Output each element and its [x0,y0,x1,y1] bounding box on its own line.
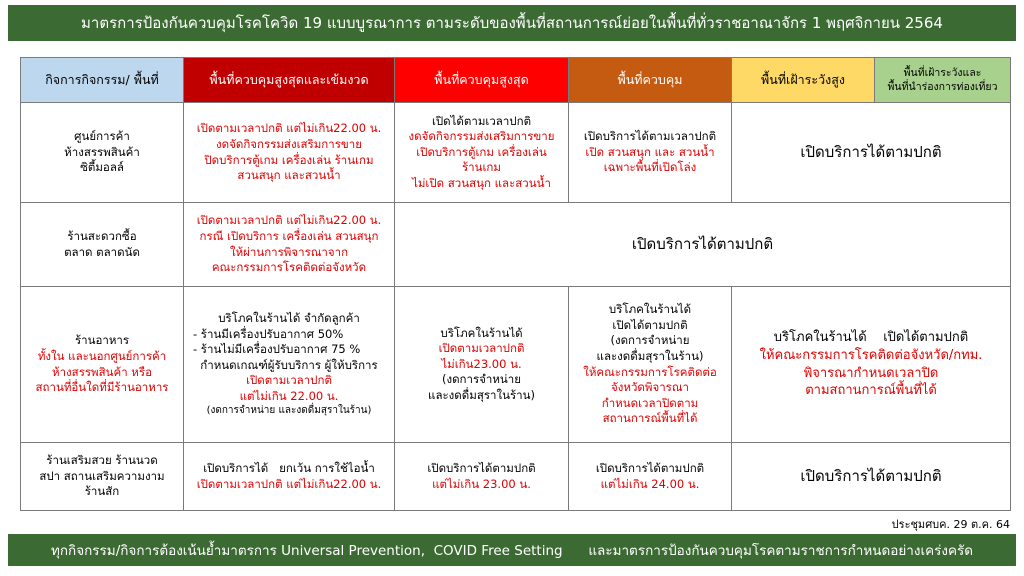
cell-line: ไม่เกิน23.00 น. [441,356,522,371]
cell-beauty-watch: เปิดบริการได้ตามปกติ [732,443,1011,511]
cell-line: กรณี เปิดบริการ เครื่องเล่น สวนสนุก [199,228,379,243]
cell-restaurant-max-strict [184,287,395,443]
table-row [21,287,1011,443]
row-label-line: ห้างสรรพสินค้า หรือ [52,364,152,379]
cell-line: (งดการจำหน่าย [610,333,690,348]
cell-mall-control [569,103,732,203]
cell-line: เปิดตามเวลาปกติ แต่ไม่เกิน22.00 น. [196,476,382,491]
header-zone-watch-line: พื้นที่นำร่องการท่องเที่ยว [887,81,998,93]
cell-mall-watch: เปิดบริการได้ตามปกติ [732,103,1011,203]
cell-line: เปิด สวนสนุก และ สวนน้ำ [585,144,715,159]
cell-line: ให้คณะกรรมการโรคติดต่อจังหวัด/กทม. [759,347,983,363]
cell-beauty-max-strict [184,443,395,511]
cell-line: สวนสนุก และสวนน้ำ [237,168,341,183]
cell-line: เปิดบริการได้ตามเวลาปกติ [583,129,717,144]
footer-banner [8,534,1016,566]
row-label-line: ร้านสัก [84,484,120,499]
cell-mall-max [395,103,569,203]
cell-line: แต่ไม่เกิน 24.00 น. [600,476,700,491]
header-zone-high-watch: พื้นที่เฝ้าระวังสูง [732,58,875,103]
cell-line: งดจัดกิจกรรมส่งเสริมการขาย [216,136,362,151]
header-zone-watch-line: พื้นที่เฝ้าระวังและ [903,66,982,79]
cell-restaurant-control [569,287,732,443]
cell-line: - ร้านไม่มีเครื่องปรับอากาศ 75 % [193,342,361,357]
cell-line: ให้คณะกรรมการโรคติดต่อ [583,364,717,379]
cell-line: เปิดตามเวลาปกติ [438,341,525,356]
table-row [21,203,1011,287]
cell-line: ตามสถานการณ์พื้นที่ได้ [805,383,937,399]
page-title [8,5,1016,41]
row-label-line: ร้านอาหาร [74,333,130,348]
cell-line: สถานการณ์พื้นที่ได้ [602,411,698,426]
header-zone-watch [875,58,1011,103]
cell-line: งดจัดกิจกรรมส่งเสริมการขาย [408,129,555,144]
measures-table [20,57,1011,511]
cell-line: บริโภคในร้านได้ [440,325,523,340]
table-row [21,443,1011,511]
cell-line: เปิดได้ตามปกติ [612,317,688,332]
row-label-line: ซิตี้มอลล์ [80,160,124,175]
cell-line: ไม่เปิด สวนสนุก และสวนน้ำ [412,175,551,190]
cell-line: เปิดตามเวลาปกติ [246,373,332,388]
cell-line: แต่ไม่เกิน 23.00 น. [432,476,531,491]
cell-beauty-control [569,443,732,511]
cell-line: เปิดบริการได้ตามปกติ [427,460,536,475]
meeting-note: ประชุมศบค. 29 ต.ค. 64 [891,518,1010,531]
cell-line: เปิดได้ตามเวลาปกติ [431,113,532,128]
row-label-line: ทั้งใน และนอกศูนย์การค้า [37,348,167,363]
header-zone-max: พื้นที่ควบคุมสูงสุด [395,58,569,103]
row-label-convenience [21,203,184,287]
cell-line: ให้ผ่านการพิจารณาจาก [229,244,349,259]
cell-line: เปิดบริการได้ ยกเว้น การใช้ไอน้ำ [203,460,375,475]
cell-line: แต่ไม่เกิน 22.00 น. [239,388,339,403]
cell-line: พิจารณากำหนดเวลาปิด [803,365,939,381]
cell-line: กำหนดเวลาปิดตาม [601,395,699,410]
row-label-line: ตลาด ตลาดนัด [64,244,140,259]
row-label-restaurant [21,287,184,443]
header-zone-max-strict: พื้นที่ควบคุมสูงสุดและเข้มงวด [184,58,395,103]
table-row [21,103,1011,203]
cell-line: - ร้านมีเครื่องปรับอากาศ 50% [193,326,344,341]
cell-line: จังหวัดพิจารณา [611,380,689,395]
page-title-text: มาตรการป้องกันควบคุมโรคโควิด 19 แบบบูรณาการ ตามระดับของพื้นที่สถานการณ์ย่อยในพื้นที่ทั่วราชอาณาจักร 1 พฤศจิกายน 2564 [81,14,943,32]
header-zone-control: พื้นที่ควบคุม [569,58,732,103]
cell-beauty-max [395,443,569,511]
footer-text-right: และมาตรการป้องกันควบคุมโรคตามราชการกำหนดอย่างเคร่งครัด [588,543,974,559]
row-label-line: ร้านสะดวกซื้อ [67,228,137,243]
table-header-row [21,58,1011,103]
footer-text-left: ทุกกิจกรรม/กิจการต้องเน้นย้ำมาตรการ Universal Prevention, COVID Free Setting [50,543,563,559]
cell-line: ปิดบริการตู้เกม เครื่องเล่น ร้านเกม [204,152,374,167]
cell-line: บริโภคในร้านได้ เปิดได้ตามปกติ [773,330,969,346]
cell-line: ร้านเกม [462,160,501,175]
row-label-line: สถานที่อื่นใดที่มีร้านอาหาร [35,380,169,395]
cell-restaurant-watch [732,287,1011,443]
cell-line: เปิดบริการได้ตามปกติ [595,460,705,475]
cell-mall-max-strict [184,103,395,203]
cell-line: คณะกรรมการโรคติดต่อจังหวัด [211,260,367,275]
cell-line: เปิดบริการตู้เกม เครื่องเล่น [416,144,547,159]
footer-gap [563,542,589,558]
cell-line: เปิดตามเวลาปกติ แต่ไม่เกิน22.00 น. [196,213,382,228]
cell-line: และงดดื่มสุราในร้าน) [596,348,704,363]
row-label-mall [21,103,184,203]
cell-line: (งดการจำหน่าย [441,372,521,387]
row-label-line: ศูนย์การค้า [74,129,130,144]
cell-line: บริโภคในร้านได้ [608,302,692,317]
cell-convenience-max-strict [184,203,395,287]
cell-line: บริโภคในร้านได้ จำกัดลูกค้า [218,311,360,326]
cell-line: เปิดตามเวลาปกติ แต่ไม่เกิน22.00 น. [196,121,382,136]
cell-line: เฉพาะพื้นที่เปิดโล่ง [603,160,697,175]
row-label-line: ห้างสรรพสินค้า [64,144,140,159]
cell-line: กำหนดเกณฑ์ผู้รับบริการ ผู้ให้บริการ [200,357,378,372]
cell-convenience-other-zones: เปิดบริการได้ตามปกติ [395,203,1011,287]
header-activity: กิจการกิจกรรม/ พื้นที่ [21,58,184,103]
row-label-line: สปา สถานเสริมความงาม [39,468,165,483]
row-label-line: ร้านเสริมสวย ร้านนวด [46,453,158,468]
row-label-beauty [21,443,184,511]
cell-line: และงดดื่มสุราในร้าน) [428,387,535,402]
cell-line: (งดการจำหน่าย และงดดื่มสุราในร้าน) [206,405,372,417]
cell-restaurant-max [395,287,569,443]
